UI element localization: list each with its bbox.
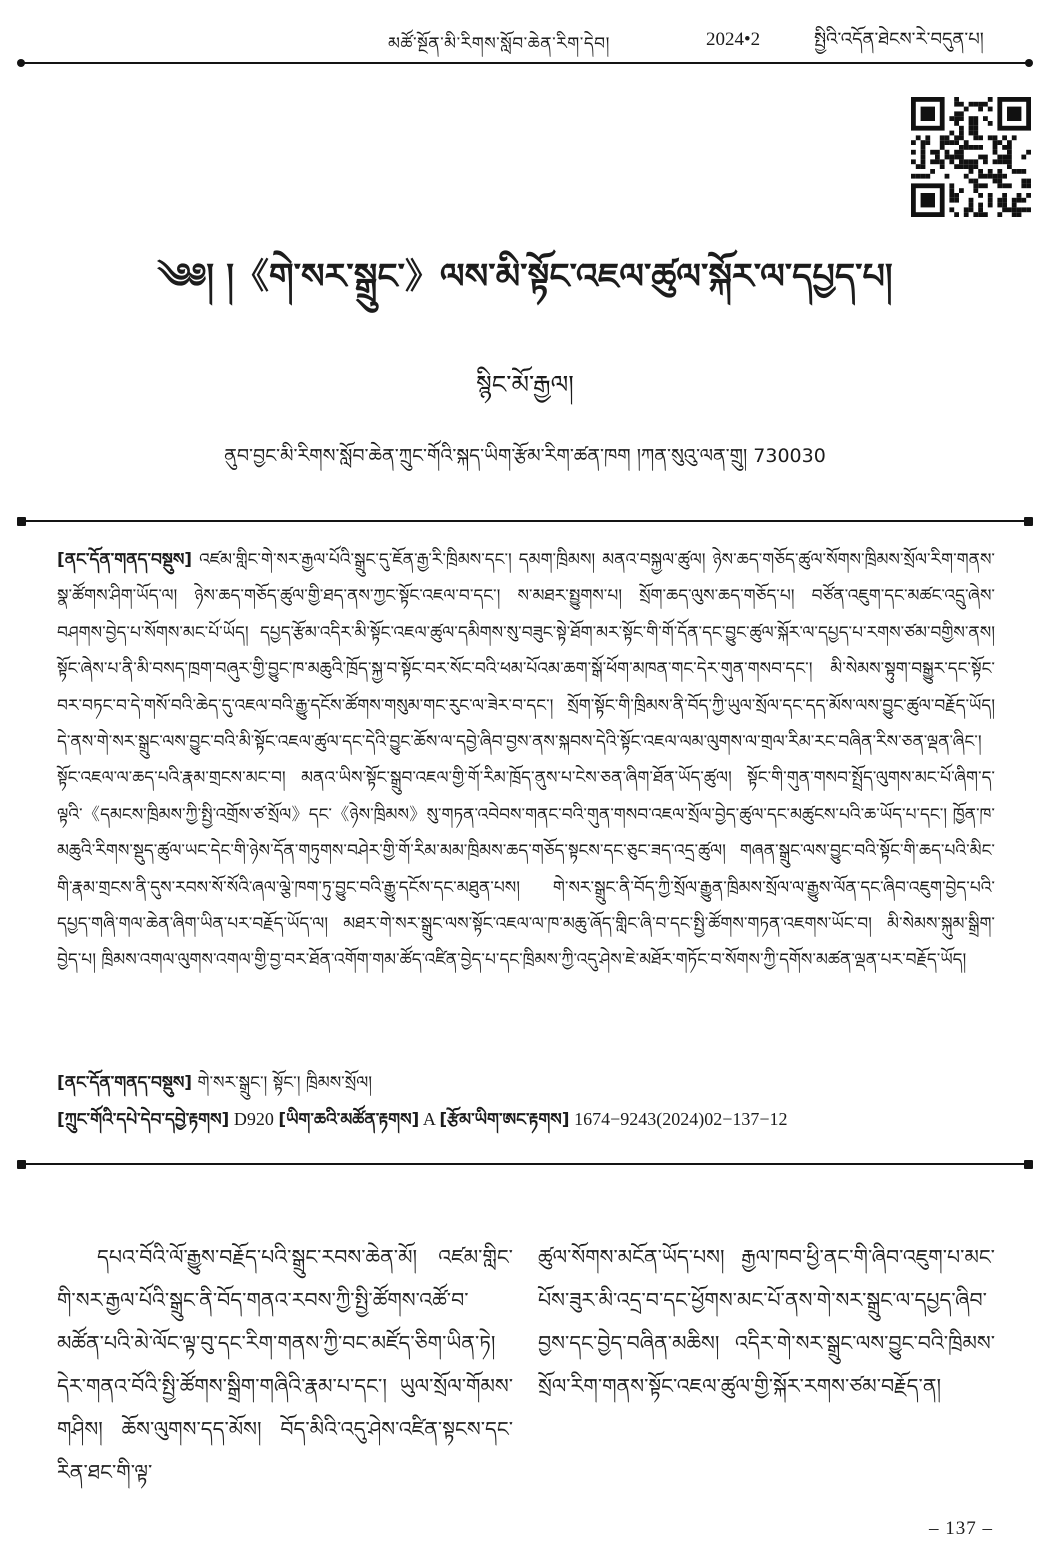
keywords-line (57, 1066, 995, 1100)
separator-top (18, 520, 1032, 522)
body-right-text: ཚུལ་སོགས་མངོན་ཡོད་པས། རྒྱལ་ཁབ་ཕྱི་ནང་གི་ཞིབ་འཇུག་པ་མང་པོས་ཟུར་མི་འདྲ་བ་དང་ཕྱོགས་མང་པོ་ནས་གེ་སར་སྒྲུང་ལ་དཔྱད་ཞིབ་བྱས་དང་བྱེད་བཞིན་མཆིས། འདིར་གེ་སར་སྒྲུང་ལས་བྱུང་བའི་ཁྲིམས་སྲོལ་རིག་གནས་སྟོང་འཇལ་ཚུལ་གྱི་སྐོར་རགས་ཙམ་བརྗོད་ན། (538, 1245, 995, 1398)
classification-line (57, 1102, 1017, 1137)
clc-label: [ཀྲུང་གོའི་དཔེ་དེབ་དབྱེ་རྟགས] (57, 1110, 230, 1130)
separator-bottom (18, 1163, 1032, 1165)
abstract-label: [ནང་དོན་གནད་བསྡུས] (57, 550, 193, 570)
article-author: སྙིང་མོ་རྒྱལ། (476, 370, 574, 399)
issue-note: སྤྱིའི་འདོན་ཐེངས་རེ་བདུན་པ། (814, 29, 984, 50)
article-title: ༄༅། །《གེ་སར་སྒྲུང་》ལས་མི་སྟོང་འཇལ་ཚུལ་སྐོར་ལ་དཔྱད་པ། (157, 257, 893, 297)
body-column-right (538, 1236, 995, 1408)
issue-number: 2024•2 (706, 29, 761, 50)
page-number: – 137 – (929, 1518, 993, 1539)
qr-code (911, 97, 1031, 217)
body-left-text: དཔའ་བོའི་ལོ་རྒྱུས་བརྗོད་པའི་སྒྲུང་རབས་ཆེན་མོ། འཛམ་གླིང་གི་སར་རྒྱལ་པོའི་སྒྲུང་ནི་བོད་གནའ་རབས་ཀྱི་སྤྱི་ཚོགས་འཚོ་བ་མཚོན་པའི་མེ་ལོང་ལྟ་བུ་དང་རིག་གནས་ཀྱི་བང་མཛོད་ཅིག་ཡིན་ཏེ། དེར་གནའ་བོའི་སྤྱི་ཚོགས་སྒྲིག་གཞིའི་རྣམ་པ་དང་། ཡུལ་སྲོལ་གོམས་གཤིས། ཆོས་ལུགས་དད་མོས། བོད་མིའི་འདུ་ཤེས་འཛིན་སྟངས་དང་རིན་ཐང་གི་ལྟ་ (57, 1245, 513, 1484)
abstract-text: འཛམ་གླིང་གེ་སར་རྒྱལ་པོའི་སྒྲུང་དུ་ཇོན་རྒྱ་རི་ཁྲིམས་དང་། དམག་ཁྲིམས། མནའ་བསྐྱལ་ཚུལ། ཉེས་ཆད་གཅོད་ཚུལ་སོགས་ཁྲིམས་སྲོལ་རིག་གནས་སྣ་ཚོགས་ཤིག་ཡོད་ལ། ཉེས་ཆད་གཅོད་ཚུལ་གྱི་ཐད་ནས་ཀྱང་སྟོང་འཇལ་བ་དང་། ས་མཐར་སྤྱུགས་པ། སྲོག་ཆད་ལུས་ཆད་གཅོད་པ། བཙོན་འཇུག་དང་མཚང་འདྲུ་ཞེས་བཤགས་བྱེད་པ་སོགས་མང་པོ་ཡོད། དཔྱད་རྩོམ་འདིར་མི་སྟོང་འཇལ་ཚུལ་དམིགས་སུ་བཟུང་སྟེ་ཐོག་མར་སྟོང་གི་གོ་དོན་དང་བྱུང་ཚུལ་སྐོར་ལ་དཔྱད་པ་རགས་ཙམ་བགྱིས་ནས། སྟོང་ཞེས་པ་ནི་མི་བསད་ཁྲག་བཞུར་གྱི་བྱུང་ཁ་མཆུའི་ཁྲོད་སྐྱ་བ་སྟོང་བར་སོང་བའི་ཕམ་པོའམ་ཆག་སྒོ་ཕོག་མཁན་གང་དེར་གུན་གསབ་དང་། མི་སེམས་སྟུག་བསྒྱུར་དང་སྟོང་བར་བཏང་བ་དེ་གསོ་བའི་ཆེད་དུ་འཇལ་བའི་རྒྱུ་དངོས་ཚོགས་གསུམ་གང་རུང་ལ་ཟེར་བ་དང་། སྲོག་སྟོང་གི་ཁྲིམས་ནི་བོད་ཀྱི་ཡུལ་སྲོལ་དང་དད་མོས་ལས་བྱུང་ཚུལ་བརྗོད་ཡོད། དེ་ནས་གེ་སར་སྒྲུང་ལས་བྱུང་བའི་མི་སྟོང་འཇལ་ཚུལ་དང་དེའི་བྱུང་ཆོས་ལ་དབྱེ་ཞིབ་བྱས་ནས་སྐབས་དེའི་སྟོང་འཇལ་ལམ་ལུགས་ལ་གྲལ་རིམ་རང་བཞིན་རིས་ཅན་ལྡན་ཞིང་། སྟོང་འཇལ་ལ་ཆད་པའི་རྣམ་གྲངས་མང་བ། མནའ་ཡིས་སྟོང་སྒྲུབ་འཇལ་གྱི་གོ་རིམ་ཁྲོད་ནུས་པ་ངེས་ཅན་ཞིག་ཐོན་ཡོད་ཚུལ། སྟོང་གི་གུན་གསབ་སྤྲོད་ལུགས་མང་པོ་ཞིག་ད་ལྟའི་《དམངས་ཁྲིམས་ཀྱི་སྤྱི་འགྲོས་ཙ་སྲོལ》དང་《ཉེས་ཁྲིམས》སུ་གཏན་འབེབས་གནང་བའི་གུན་གསབ་འཇལ་སྲོལ་བྱེད་ཚུལ་དང་མཚུངས་པའི་ཆ་ཡོད་པ་དང་། ཁྱོན་ཁ་མཆུའི་རིགས་སྡུད་ཚུལ་ཡང་དེང་གི་ཉེས་དོན་གཏུགས་བཤེར་གྱི་གོ་རིམ་མམ་ཁྲིམས་ཆད་གཅོད་སྟངས་དང་ཅུང་ཟད་འདྲ་ཚུལ། གཞན་སྒྲུང་ལས་བྱུང་བའི་སྟོང་གི་ཆད་པའི་མིང་གི་རྣམ་གྲངས་ནི་དུས་རབས་སོ་སོའི་ཞལ་ལྕེ་ཁག་ཏུ་བྱུང་བའི་རྒྱུ་དངོས་དང་མཐུན་པས། གེ་སར་སྒྲུང་ནི་བོད་ཀྱི་སྲོལ་རྒྱུན་ཁྲིམས་སྲོལ་ལ་རྒྱུས་ལོན་དང་ཞིབ་འཇུག་བྱེད་པའི་དཔྱད་གཞི་གལ་ཆེན་ཞིག་ཡིན་པར་བརྗོད་ཡོད་ལ། མཐར་གེ་སར་སྒྲུང་ལས་སྟོང་འཇལ་ལ་ཁ་མཆུ་ཞོད་གླིང་ཞི་བ་དང་སྤྱི་ཚོགས་གཏན་འཇགས་ཡོང་བ། མི་སེམས་སྐུམ་སྒྲིག་བྱེད་པ། ཁྲིམས་འགལ་ལུགས་འགལ་གྱི་བྱ་བར་ཐོན་འགོག་གམ་ཚོད་འཛིན་བྱེད་པ་དང་ཁྲིམས་ཀྱི་འདུ་ཤེས་ཇེ་མཐོར་གཏོང་བ་སོགས་ཀྱི་དགོས་མཚན་ལྡན་པར་བརྗོད་ཡོད། (57, 550, 995, 971)
clc-number: D920 (229, 1109, 279, 1129)
body-column-left (57, 1236, 513, 1494)
doc-code: A (419, 1109, 440, 1129)
article-id-label: [རྩོམ་ཡིག་ཨང་རྟགས] (439, 1110, 570, 1130)
article-id: 1674−9243(2024)02−137−12 (569, 1109, 788, 1129)
journal-name: མཚོ་སྔོན་མི་རིགས་སློབ་ཆེན་རིག་དེབ། (388, 34, 610, 54)
header-rule (18, 62, 1032, 64)
abstract-paragraph (57, 542, 995, 979)
keywords-text: གེ་སར་སྒྲུང་། སྟོང་། ཁྲིམས་སྲོལ། (192, 1073, 372, 1093)
doc-code-label: [ཡིག་ཆའི་མཚོན་རྟགས] (278, 1110, 420, 1130)
keywords-label: [ནང་དོན་གནད་བསྡུས] (57, 1073, 193, 1093)
article-affiliation: ནུབ་བྱང་མི་རིགས་སློབ་ཆེན་ཀྲུང་གོའི་སྐད་ཡིག་རྩོམ་རིག་ཚན་ཁག །ཀན་སུའུ་ལན་གྲུ། 730030 (224, 445, 826, 467)
